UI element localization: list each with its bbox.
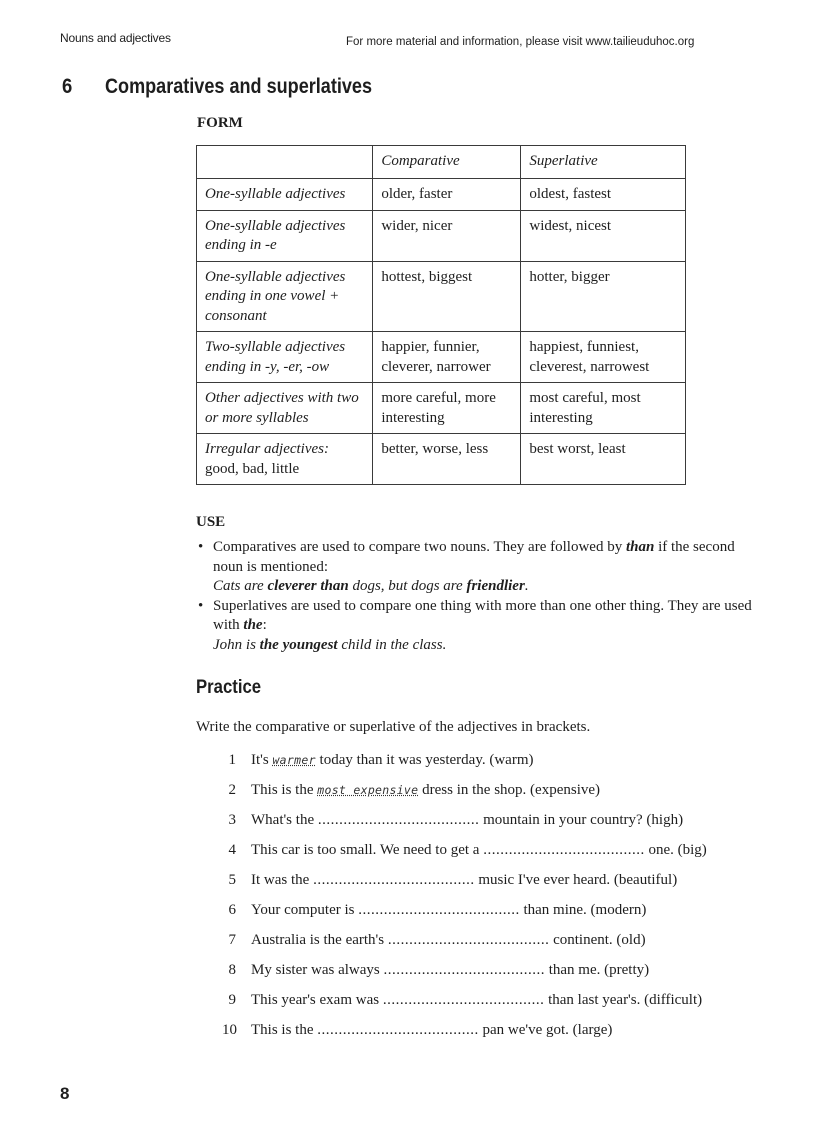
- example-sentence: [213, 577, 766, 597]
- exercise-item: [222, 895, 782, 925]
- table-row: [197, 179, 686, 211]
- exercise-item: [222, 745, 782, 775]
- exercise-number: 6: [228, 902, 236, 918]
- exercise-text-before: It was the: [251, 872, 310, 888]
- use-point-text-after: if the second noun is mentioned:: [213, 539, 735, 575]
- use-point-text-after: :: [262, 617, 267, 633]
- exercise-text-after: mountain in your country? (high): [483, 812, 684, 828]
- exercise-number: 8: [228, 962, 236, 978]
- exercise-text-after: one. (big): [648, 842, 707, 858]
- table-row: [197, 210, 686, 261]
- practice-heading: Practice: [196, 677, 262, 698]
- adjective-type-cell: One-syllable adjectives ending in one vowel + consonant: [197, 261, 373, 332]
- comparative-cell: hottest, biggest: [373, 261, 521, 332]
- example-part: .: [524, 578, 529, 594]
- answer-blank[interactable]: ......................................: [358, 902, 520, 918]
- superlative-cell: oldest, fastest: [521, 179, 686, 211]
- comparative-cell: more careful, more interesting: [373, 383, 521, 434]
- example-emphasis: the youngest: [259, 636, 338, 653]
- exercise-text-after: continent. (old): [553, 932, 646, 948]
- exercise-text-before: Australia is the earth's: [251, 932, 385, 948]
- example-sentence: [213, 636, 766, 656]
- example-part: dogs, but dogs are: [352, 578, 463, 594]
- exercise-text-before: My sister was always: [251, 962, 380, 978]
- exercise-number: 5: [228, 872, 236, 888]
- exercise-text-after: today than it was yesterday. (warm): [319, 752, 534, 768]
- exercise-number: 10: [222, 1022, 237, 1038]
- table-row: [197, 383, 686, 434]
- superlative-cell: hotter, bigger: [521, 261, 686, 332]
- adjective-type-label: Irregular adjectives:: [205, 441, 329, 457]
- exercise-text-after: music I've ever heard. (beautiful): [478, 872, 678, 888]
- header-cell-comparative: Comparative: [373, 146, 521, 179]
- bullet-icon: •: [198, 597, 204, 614]
- list-item: [196, 597, 766, 656]
- header-cell-superlative: Superlative: [521, 146, 686, 179]
- bullet-icon: •: [198, 539, 204, 555]
- exercise-number: 1: [228, 752, 236, 768]
- running-header-notice: For more material and information, please visit www.tailieuduhoc.org: [346, 36, 695, 48]
- unit-number: 6: [62, 75, 73, 98]
- comparative-cell: better, worse, less: [373, 434, 521, 485]
- exercise-number: 3: [228, 812, 236, 828]
- use-point-keyword: the: [243, 617, 263, 633]
- exercise-item: [222, 1015, 782, 1045]
- adjective-type-examples: good, bad, little: [205, 460, 300, 477]
- answer-blank[interactable]: ......................................: [387, 932, 550, 948]
- answer-blank[interactable]: most expensive: [317, 783, 419, 797]
- answer-blank[interactable]: warmer: [272, 753, 316, 767]
- table-row: [197, 261, 686, 332]
- use-point-text: Comparatives are used to compare two nouns. They are followed by: [213, 539, 623, 555]
- superlative-cell: widest, nicest: [521, 210, 686, 261]
- adjective-type-cell: Other adjectives with two or more syllables: [197, 383, 373, 434]
- answer-blank[interactable]: ......................................: [383, 962, 545, 978]
- superlative-cell: most careful, most interesting: [521, 383, 686, 434]
- adjective-type-cell: One-syllable adjectives ending in -e: [197, 210, 373, 261]
- adjective-type-cell: One-syllable adjectives: [197, 179, 373, 211]
- exercise-item: [222, 985, 782, 1015]
- exercise-item: [222, 775, 782, 805]
- exercise-text-before: This car is too small. We need to get a: [251, 842, 480, 858]
- use-list: [196, 538, 766, 655]
- table-row: [197, 434, 686, 485]
- exercise-text-before: This year's exam was: [251, 992, 380, 1008]
- table-row: [197, 332, 686, 383]
- answer-blank[interactable]: ......................................: [317, 1022, 479, 1038]
- example-part: child in the class.: [341, 636, 447, 653]
- use-point-text: Superlatives are used to compare one thing with more than one other thing. They are used with: [213, 597, 752, 633]
- exercise-item: [222, 925, 782, 955]
- exercise-text-after: than me. (pretty): [548, 962, 650, 978]
- exercise-text-after: pan we've got. (large): [482, 1022, 613, 1038]
- running-header-section: Nouns and adjectives: [60, 31, 171, 45]
- comparative-cell: wider, nicer: [373, 210, 521, 261]
- form-heading: FORM: [197, 115, 243, 131]
- exercise-text-before: Your computer is: [251, 902, 355, 918]
- comparative-cell: happier, funnier, cleverer, narrower: [373, 332, 521, 383]
- exercise-text-before: What's the: [251, 812, 315, 828]
- page-number: 8: [60, 1084, 70, 1103]
- example-part: Cats are: [213, 578, 264, 594]
- exercise-text-before: This is the: [251, 782, 314, 798]
- use-point-keyword: than: [625, 539, 655, 555]
- exercise-number: 4: [228, 842, 236, 858]
- exercise-text-before: It's: [251, 752, 269, 768]
- use-heading: USE: [196, 514, 226, 530]
- adjective-type-cell: [197, 434, 373, 485]
- form-table: [196, 145, 686, 485]
- list-item: [196, 538, 766, 597]
- example-emphasis: friendlier: [466, 578, 525, 594]
- exercise-item: [222, 955, 782, 985]
- exercise-number: 7: [228, 932, 236, 948]
- exercise-text-before: This is the: [251, 1022, 314, 1038]
- exercise-list: [222, 745, 782, 1045]
- practice-instruction: Write the comparative or superlative of the adjectives in brackets.: [196, 719, 591, 735]
- form-table-header-row: [197, 146, 686, 179]
- answer-blank[interactable]: ......................................: [382, 992, 545, 1008]
- exercise-item: [222, 835, 782, 865]
- exercise-item: [222, 865, 782, 895]
- superlative-cell: best worst, least: [521, 434, 686, 485]
- header-cell-blank: [197, 146, 373, 179]
- superlative-cell: happiest, funniest, cleverest, narrowest: [521, 332, 686, 383]
- adjective-type-cell: Two-syllable adjectives ending in -y, -er, -ow: [197, 332, 373, 383]
- example-emphasis: cleverer than: [267, 578, 349, 594]
- example-part: John is: [213, 636, 256, 653]
- unit-title: Comparatives and superlatives: [105, 75, 373, 98]
- comparative-cell: older, faster: [373, 179, 521, 211]
- exercise-item: [222, 805, 782, 835]
- exercise-number: 9: [228, 992, 236, 1008]
- exercise-text-after: dress in the shop. (expensive): [422, 782, 601, 798]
- exercise-text-after: than last year's. (difficult): [548, 992, 703, 1008]
- exercise-text-after: than mine. (modern): [523, 902, 647, 918]
- answer-blank[interactable]: ......................................: [313, 872, 475, 888]
- answer-blank[interactable]: ......................................: [317, 812, 480, 828]
- exercise-number: 2: [228, 782, 236, 798]
- answer-blank[interactable]: ......................................: [483, 842, 645, 858]
